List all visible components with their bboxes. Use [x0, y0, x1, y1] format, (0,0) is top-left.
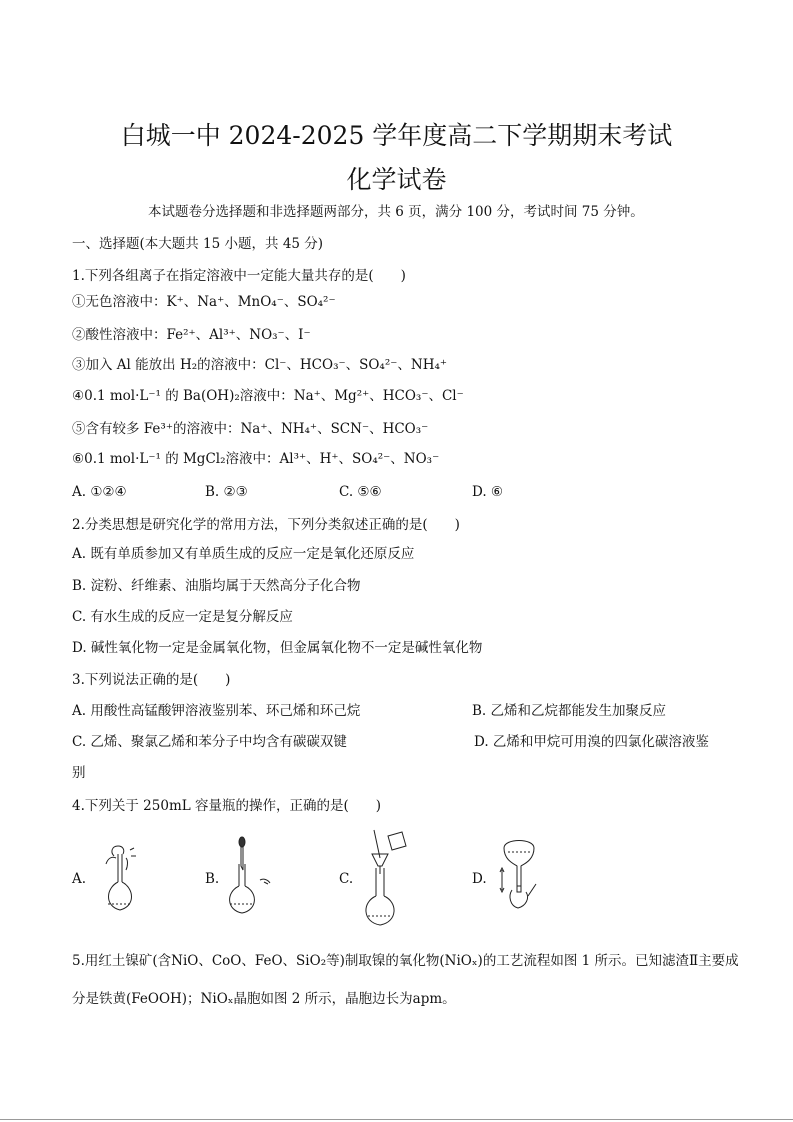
- exam-intro: 本试题卷分选择题和非选择题两部分，共 6 页，满分 100 分，考试时间 75 分钟。: [148, 204, 644, 220]
- q4-option-c[interactable]: C.: [339, 871, 354, 887]
- q2-option-b[interactable]: B. 淀粉、纤维素、油脂均属于天然高分子化合物: [72, 578, 361, 594]
- dropper-flask-figure: [224, 836, 280, 916]
- q2-option-c[interactable]: C. 有水生成的反应一定是复分解反应: [72, 609, 293, 625]
- q2-option-a[interactable]: A. 既有单质参加又有单质生成的反应一定是氧化还原反应: [72, 546, 415, 562]
- q3-stem: 3.下列说法正确的是( ): [72, 672, 231, 688]
- section-heading: 一、选择题(本大题共 15 小题，共 45 分): [72, 236, 324, 252]
- q3-option-b[interactable]: B. 乙烯和乙烷都能发生加聚反应: [472, 703, 667, 719]
- exam-subtitle: 化学试卷: [346, 165, 447, 194]
- q4-stem: 4.下列关于 250mL 容量瓶的操作，正确的是( ): [72, 798, 382, 814]
- q1-option-d[interactable]: D. ⑥: [472, 484, 504, 500]
- q1-item: ⑤含有较多 Fe³⁺的溶液中：Na⁺、NH₄⁺、SCN⁻、HCO₃⁻: [72, 421, 429, 437]
- q1-option-c[interactable]: C. ⑤⑥: [339, 484, 382, 500]
- q3-option-c[interactable]: C. 乙烯、聚氯乙烯和苯分子中均含有碳碳双键: [72, 734, 347, 750]
- q3-option-a[interactable]: A. 用酸性高锰酸钾溶液鉴别苯、环己烯和环己烷: [72, 703, 361, 719]
- page-bottom-rule: [0, 1119, 793, 1120]
- q3-option-d[interactable]: D. 乙烯和甲烷可用溴的四氯化碳溶液鉴: [474, 734, 709, 750]
- q2-stem: 2.分类思想是研究化学的常用方法，下列分类叙述正确的是( ): [72, 517, 460, 533]
- q5-stem-line1: 5.用红土镍矿(含NiO、CoO、FeO、SiO₂等)制取镍的氧化物(NiOₓ)的工艺流程如图 1 所示。已知滤渣Ⅱ主要成: [72, 953, 739, 969]
- q1-item: ④0.1 mol·L⁻¹ 的 Ba(OH)₂溶液中：Na⁺、Mg²⁺、HCO₃⁻、Cl⁻: [72, 388, 464, 404]
- hand-shaking-flask-figure: [96, 842, 146, 914]
- q1-option-b[interactable]: B. ②③: [205, 484, 248, 500]
- q1-item: ②酸性溶液中：Fe²⁺、Al³⁺、NO₃⁻、I⁻: [72, 327, 311, 343]
- q1-stem: 1.下列各组离子在指定溶液中一定能大量共存的是( ): [72, 268, 406, 284]
- exam-title: 白城一中 2024-2025 学年度高二下学期期末考试: [120, 121, 673, 150]
- q1-option-a[interactable]: A. ①②④: [72, 484, 127, 500]
- q4-option-b[interactable]: B.: [205, 871, 220, 887]
- q4-option-a[interactable]: A.: [72, 871, 87, 887]
- q5-stem-line2: 分是铁黄(FeOOH)；NiOₓ晶胞如图 2 所示，晶胞边长为apm。: [72, 991, 456, 1007]
- funnel-pour-flask-figure: [360, 828, 410, 928]
- q1-item: ①无色溶液中：K⁺、Na⁺、MnO₄⁻、SO₄²⁻: [72, 294, 336, 310]
- q2-option-d[interactable]: D. 碱性氧化物一定是金属氧化物，但金属氧化物不一定是碱性氧化物: [72, 640, 483, 656]
- q4-option-d[interactable]: D.: [472, 871, 487, 887]
- q1-item: ③加入 Al 能放出 H₂的溶液中：Cl⁻、HCO₃⁻、SO₄²⁻、NH₄⁺: [72, 357, 448, 373]
- inverting-flask-figure: [496, 840, 542, 920]
- q1-item: ⑥0.1 mol·L⁻¹ 的 MgCl₂溶液中：Al³⁺、H⁺、SO₄²⁻、NO₃⁻: [72, 451, 440, 467]
- q3-option-d-wrap: 别: [72, 765, 86, 781]
